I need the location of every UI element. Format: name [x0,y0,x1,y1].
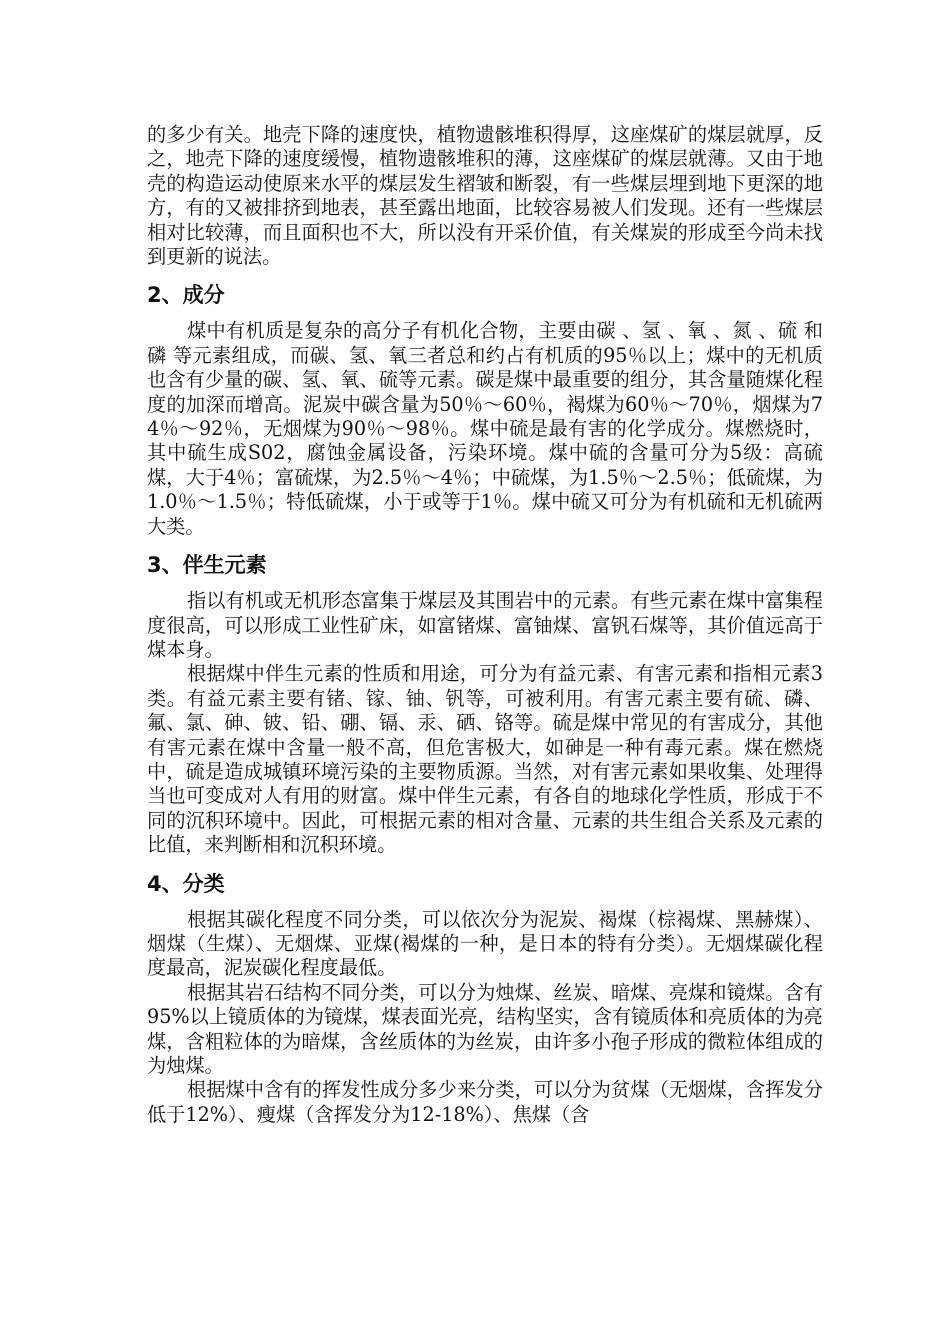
paragraph-composition: 煤中有机质是复杂的高分子有机化合物，主要由碳 、氢 、氧 、氮 、硫 和磷 等元素组成，而碳、氢、氧三者总和约占有机质的95％以上；煤中的无机质也含有少量的碳、氢、氧、硫等元素。碳是煤中最重要的组分，其含量随煤化程度的加深而增高。泥炭中碳含量为50％～60％，褐煤为60％～70％，烟煤为74％～92％，无烟煤为90％～98％。煤中硫是最有害的化学成分。煤燃烧时，其中硫生成S02，腐蚀金属设备，污染环境。煤中硫的含量可分为5级：高硫煤，大于4％；富硫煤，为2.5％～4％；中硫煤，为1.5％～2.5％；低硫煤，为1.0％～1.5％；特低硫煤，小于或等于1％。煤中硫又可分为有机硫和无机硫两大类。 [147,319,823,538]
paragraph-classification-3: 根据煤中含有的挥发性成分多少来分类，可以分为贫煤（无烟煤，含挥发分低于12%）、瘦煤（含挥发分为12-18%）、焦煤（含 [147,1078,823,1126]
document-page [147,123,823,1127]
paragraph-intro: 的多少有关。地壳下降的速度快，植物遗骸堆积得厚，这座煤矿的煤层就厚，反之，地壳下降的速度缓慢，植物遗骸堆积的薄，这座煤矿的煤层就薄。又由于地壳的构造运动使原来水平的煤层发生褶皱和断裂，有一些煤层埋到地下更深的地方，有的又被排挤到地表，甚至露出地面，比较容易被人们发现。还有一些煤层相对比较薄，而且面积也不大，所以没有开采价值，有关煤炭的形成至今尚未找到更新的说法。 [147,123,823,269]
section-heading-classification: 4、分类 [147,871,225,896]
paragraph-classification-2: 根据其岩石结构不同分类，可以分为烛煤、丝炭、暗煤、亮煤和镜煤。含有95%以上镜质体的为镜煤，煤表面光亮，结构坚实，含有镜质体和亮质体的为亮煤，含粗粒体的为暗煤，含丝质体的为丝炭，由许多小孢子形成的微粒体组成的为烛煤。 [147,980,823,1077]
section-heading-associated-elements: 3、伴生元素 [147,553,267,578]
paragraph-associated-elements-1: 指以有机或无机形态富集于煤层及其围岩中的元素。有些元素在煤中富集程度很高，可以形成工业性矿床，如富锗煤、富铀煤、富钒石煤等，其价值远高于煤本身。 [147,589,823,661]
paragraph-associated-elements-2: 根据煤中伴生元素的性质和用途，可分为有益元素、有害元素和指相元素3类。有益元素主要有锗、镓、铀、钒等，可被利用。有害元素主要有硫、磷、氟、氯、砷、铍、铅、硼、镉、汞、硒、铬等。硫是煤中常见的有害成分，其他有害元素在煤中含量一般不高，但危害极大，如砷是一种有毒元素。煤在燃烧中，硫是造成城镇环境污染的主要物质源。当然，对有害元素如果收集、处理得当也可变成对人有用的财富。煤中伴生元素，有各自的地球化学性质，形成于不同的沉积环境中。因此，可根据元素的相对含量、元素的共生组合关系及元素的比值，来判断相和沉积环境。 [147,662,823,857]
section-heading-composition: 2、成分 [147,283,225,308]
paragraph-classification-1: 根据其碳化程度不同分类，可以依次分为泥炭、褐煤（棕褐煤、黑赫煤）、烟煤（生煤）、无烟煤、亚煤(褐煤的一种，是日本的特有分类）。无烟煤碳化程度最高，泥炭碳化程度最低。 [147,907,823,980]
